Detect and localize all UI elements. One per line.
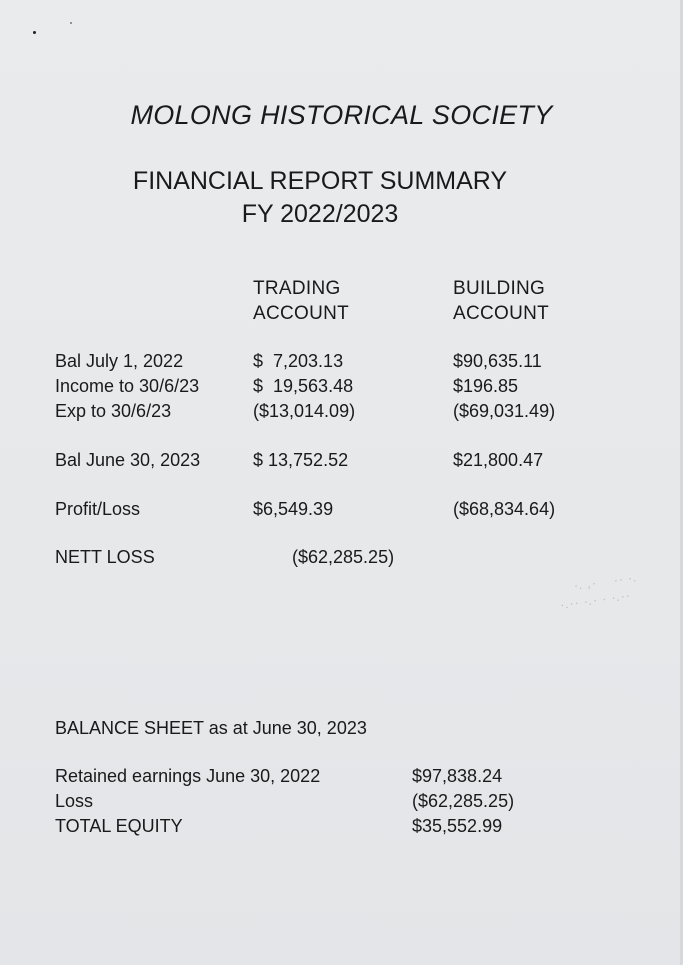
bleed-through-mark: ·.·· ·.· · ·.··	[559, 588, 632, 612]
building-expenses: ($69,031.49)	[453, 401, 556, 421]
row-label-closing-balance: Bal June 30, 2023	[55, 450, 201, 470]
loss-label: Loss	[55, 791, 94, 811]
nett-loss-label: NETT LOSS	[55, 547, 155, 567]
trading-closing-balance: $ 13,752.52	[253, 450, 349, 470]
bleed-through-mark: ·. ,· ·· ·.	[564, 570, 639, 594]
trading-account-header: TRADING ACCOUNT	[253, 278, 350, 324]
trading-opening-balance: $ 7,203.13	[253, 351, 344, 371]
scan-speck	[33, 31, 36, 34]
trading-income: $ 19,563.48	[253, 376, 354, 396]
total-equity-value: $35,552.99	[412, 816, 503, 836]
nett-loss-value: ($62,285.25)	[292, 547, 395, 567]
total-equity-label: TOTAL EQUITY	[55, 816, 183, 836]
building-closing-balance: $21,800.47	[453, 450, 544, 470]
building-profit-loss: ($68,834.64)	[453, 499, 556, 519]
report-title-line-1: FINANCIAL REPORT SUMMARY	[132, 167, 508, 195]
building-opening-balance: $90,635.11	[453, 351, 542, 371]
building-account-header: BUILDING ACCOUNT	[453, 278, 550, 324]
row-label-expenses: Exp to 30/6/23	[55, 401, 172, 421]
trading-profit-loss: $6,549.39	[253, 499, 334, 519]
row-label-opening-balance: Bal July 1, 2022	[55, 351, 184, 371]
retained-earnings-value: $97,838.24	[412, 766, 503, 786]
scan-speck	[70, 22, 72, 24]
balance-sheet-title: BALANCE SHEET as at June 30, 2023	[55, 718, 367, 738]
trading-expenses: ($13,014.09)	[253, 401, 356, 421]
row-label-income: Income to 30/6/23	[55, 376, 200, 396]
row-label-profit-loss: Profit/Loss	[55, 499, 141, 519]
report-title-line-2: FY 2022/2023	[241, 200, 399, 228]
report-title	[0, 165, 640, 231]
loss-value: ($62,285.25)	[412, 791, 515, 811]
retained-earnings-label: Retained earnings June 30, 2022	[55, 766, 321, 786]
building-income: $196.85	[453, 376, 519, 396]
organisation-title: MOLONG HISTORICAL SOCIETY	[130, 100, 553, 130]
